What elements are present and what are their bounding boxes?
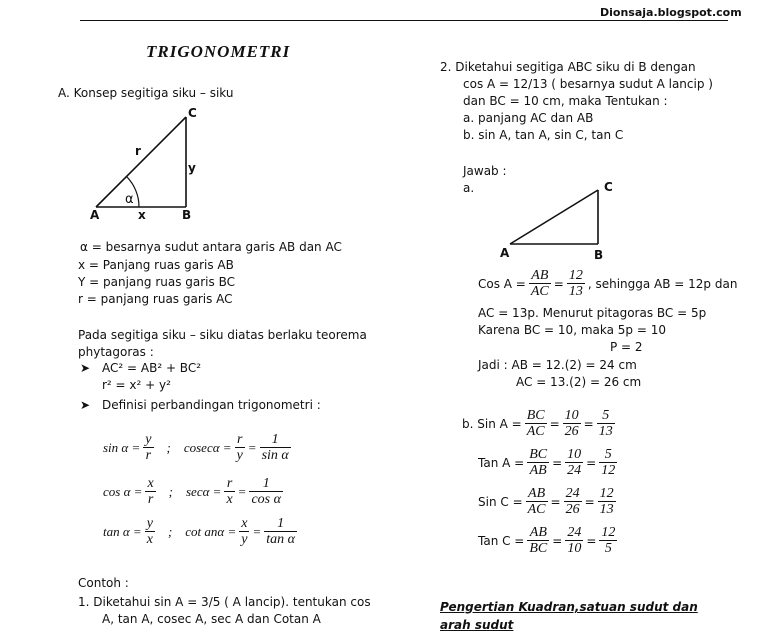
trig-definition-heading: Definisi perbandingan trigonometri : (102, 398, 321, 412)
q2-item-a: a. panjang AC dan AB (463, 111, 594, 125)
def-x: x = Panjang ruas garis AB (78, 258, 234, 272)
bullet-arrow-icon: ➤ (80, 361, 91, 375)
header-rule (80, 20, 728, 21)
sin-a-result: b. Sin A = $\frac{BC}{AC}$ = $\frac{10}{26}$ = $\frac{5}{13}$ (462, 408, 613, 439)
q2-line2: cos A = 12/13 ( besarnya sudut A lancip ) (463, 77, 713, 91)
vertex-c-label: C (604, 180, 613, 194)
section-a-heading: A. Konsep segitiga siku – siku (58, 86, 234, 100)
tan-c-result: Tan C = $\frac{AB}{BC}$ = $\frac{24}{10}$ = $\frac{12}{5}$ (478, 525, 616, 556)
sin-c-result: Sin C = $\frac{AB}{AC}$ = $\frac{24}{26}$ = $\frac{12}{13}$ (478, 486, 614, 517)
side-x-label: x (138, 208, 146, 222)
site-url[interactable]: Dionsaja.blogspot.com (600, 6, 742, 19)
step-4: Jadi : AB = 12.(2) = 24 cm (478, 358, 637, 372)
side-ac (510, 190, 598, 244)
vertex-a-label: A (500, 246, 510, 260)
paragraph-line2: phytagoras : (78, 345, 154, 359)
def-y: Y = panjang ruas garis BC (78, 275, 235, 289)
example1-line2: A, tan A, cosec A, sec A dan Cotan A (102, 612, 321, 626)
q2-item-b: b. sin A, tan A, sin C, tan C (463, 128, 624, 142)
answer-triangle-figure (500, 180, 610, 250)
example1-line1: 1. Diketahui sin A = 3/5 ( A lancip). tentukan cos (78, 595, 371, 609)
def-r: r = panjang ruas garis AC (78, 292, 233, 306)
alpha-label: α (125, 192, 134, 207)
vertex-b-label: B (182, 208, 192, 222)
side-r-label: r (135, 144, 141, 158)
pythagoras-eq2: r² = x² + y² (102, 378, 171, 392)
jawab-label: Jawab : (463, 164, 507, 178)
page-title: TRIGONOMETRI (146, 42, 291, 61)
step-2: Karena BC = 10, maka 5p = 10 (478, 323, 666, 337)
paragraph-line1: Pada segitiga siku – siku diatas berlaku teorema (78, 328, 367, 342)
section-heading-kuadran-cont: arah sudut (440, 618, 514, 632)
section-heading-kuadran: Pengertian Kuadran,satuan sudut dan (440, 600, 698, 614)
side-ac (96, 117, 186, 207)
vertex-c-label: C (188, 106, 197, 120)
vertex-a-label: A (90, 208, 100, 222)
tan-a-result: Tan A = $\frac{BC}{AB}$ = $\frac{10}{24}$ = $\frac{5}{12}$ (478, 447, 616, 478)
step-5: AC = 13.(2) = 26 cm (516, 375, 642, 389)
def-alpha: α = besarnya sudut antara garis AB dan AC (80, 240, 342, 254)
trig-row-cos: cos α = $\frac{x}{r}$ ; secα = $\frac{r}{x}$ = $\frac{1}{\text{cos α}}$ (103, 476, 281, 507)
step-3: P = 2 (610, 340, 643, 354)
side-y-label: y (188, 161, 196, 175)
step-1: AC = 13p. Menurut pitagoras BC = 5p (478, 306, 707, 320)
trig-row-tan: tan α = $\frac{y}{x}$ ; cot anα = $\frac{x}{y}$ = $\frac{1}{\text{tan α}}$ (103, 516, 296, 547)
q2-line3: dan BC = 10 cm, maka Tentukan : (463, 94, 668, 108)
pythagoras-eq1: AC² = AB² + BC² (102, 361, 202, 375)
contoh-heading: Contoh : (78, 576, 129, 590)
q2-line1: 2. Diketahui segitiga ABC siku di B dengan (440, 60, 696, 74)
bullet-arrow-icon: ➤ (80, 398, 91, 412)
trig-row-sin: sin α = $\frac{y}{r}$ ; cosecα = $\frac{r}{y}$ = $\frac{1}{\text{sin α}}$ (103, 432, 289, 463)
cos-a-equation: Cos A = $\frac{AB}{AC}$ = $\frac{12}{13}$ , sehingga AB = 12p dan (478, 268, 738, 299)
answer-a-label: a. (463, 181, 475, 195)
vertex-b-label: B (594, 248, 604, 262)
